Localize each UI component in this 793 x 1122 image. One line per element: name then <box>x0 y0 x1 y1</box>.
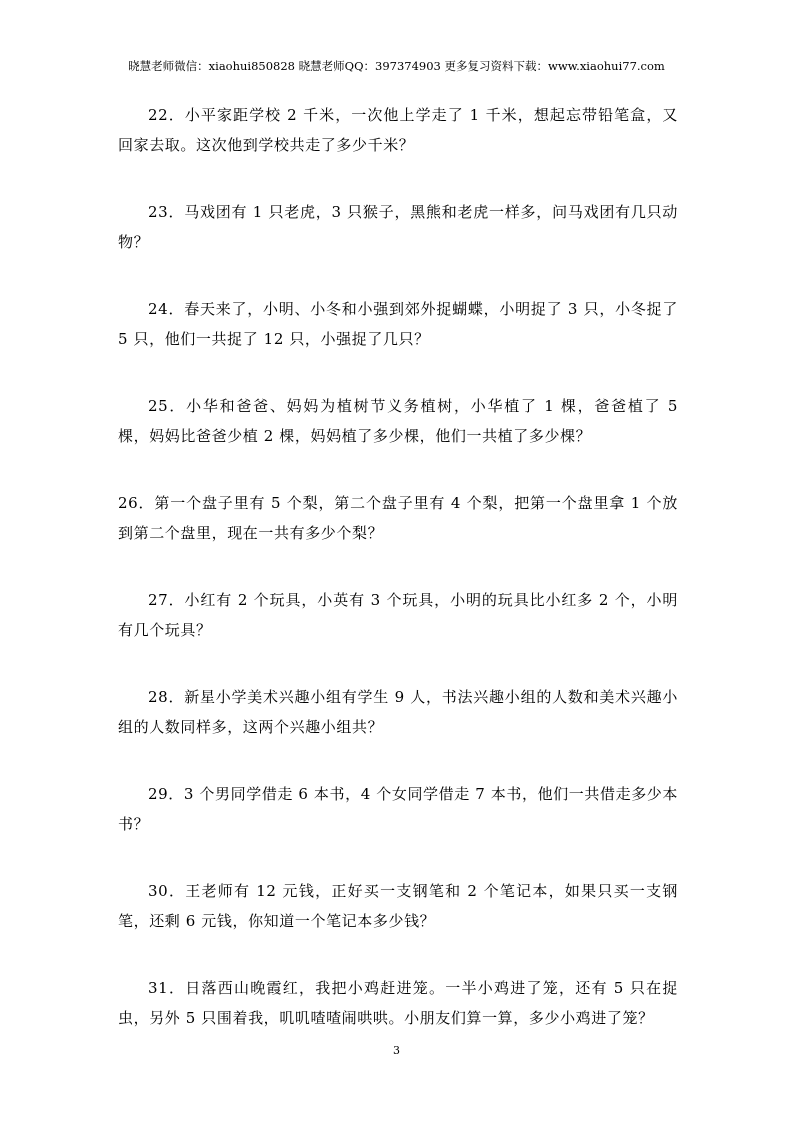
question-23: 23．马戏团有 1 只老虎，3 只猴子，黑熊和老虎一样多，问马戏团有几只动物？ <box>118 203 678 251</box>
spacer <box>118 839 678 876</box>
spacer <box>118 354 678 391</box>
page-number: 3 <box>393 1044 400 1057</box>
question-27: 27．小红有 2 个玩具，小英有 3 个玩具，小明的玩具比小红多 2 个，小明有几个玩具？ <box>118 591 678 639</box>
spacer <box>118 645 678 682</box>
question-22: 22．小平家距学校 2 千米，一次他上学走了 1 千米，想起忘带铅笔盒，又回家去取。这次他到学校共走了多少千米？ <box>118 106 678 154</box>
question-29: 29．3 个男同学借走 6 本书，4 个女同学借走 7 本书，他们一共借走多少本书？ <box>118 785 678 833</box>
spacer <box>118 451 678 488</box>
spacer <box>118 160 678 197</box>
spacer <box>118 257 678 294</box>
page-header: 晓慧老师微信：xiaohui850828 晓慧老师QQ：397374903 更多复习资料下载：www.xiaohui77.com <box>128 59 665 73</box>
question-24: 24．春天来了，小明、小冬和小强到郊外捉蝴蝶，小明捉了 3 只，小冬捉了 5 只，他们一共捉了 12 只，小强捉了几只？ <box>118 300 678 348</box>
question-30: 30．王老师有 12 元钱，正好买一支钢笔和 2 个笔记本，如果只买一支钢笔，还剩 6 元钱，你知道一个笔记本多少钱？ <box>118 882 678 930</box>
question-list <box>118 100 678 1033</box>
question-31: 31．日落西山晚霞红，我把小鸡赶进笼。一半小鸡进了笼，还有 5 只在捉虫，另外 5 只围着我，叽叽喳喳闹哄哄。小朋友们算一算，多少小鸡进了笼？ <box>118 979 678 1027</box>
question-25: 25．小华和爸爸、妈妈为植树节义务植树，小华植了 1 棵，爸爸植了 5 棵，妈妈比爸爸少植 2 棵，妈妈植了多少棵，他们一共植了多少棵？ <box>118 397 678 445</box>
spacer <box>118 548 678 585</box>
question-28: 28．新星小学美术兴趣小组有学生 9 人，书法兴趣小组的人数和美术兴趣小组的人数同样多，这两个兴趣小组共？ <box>118 688 678 736</box>
question-26: 26．第一个盘子里有 5 个梨，第二个盘子里有 4 个梨，把第一个盘里拿 1 个放到第二个盘里，现在一共有多少个梨？ <box>118 494 678 542</box>
spacer <box>118 742 678 779</box>
spacer <box>118 936 678 973</box>
